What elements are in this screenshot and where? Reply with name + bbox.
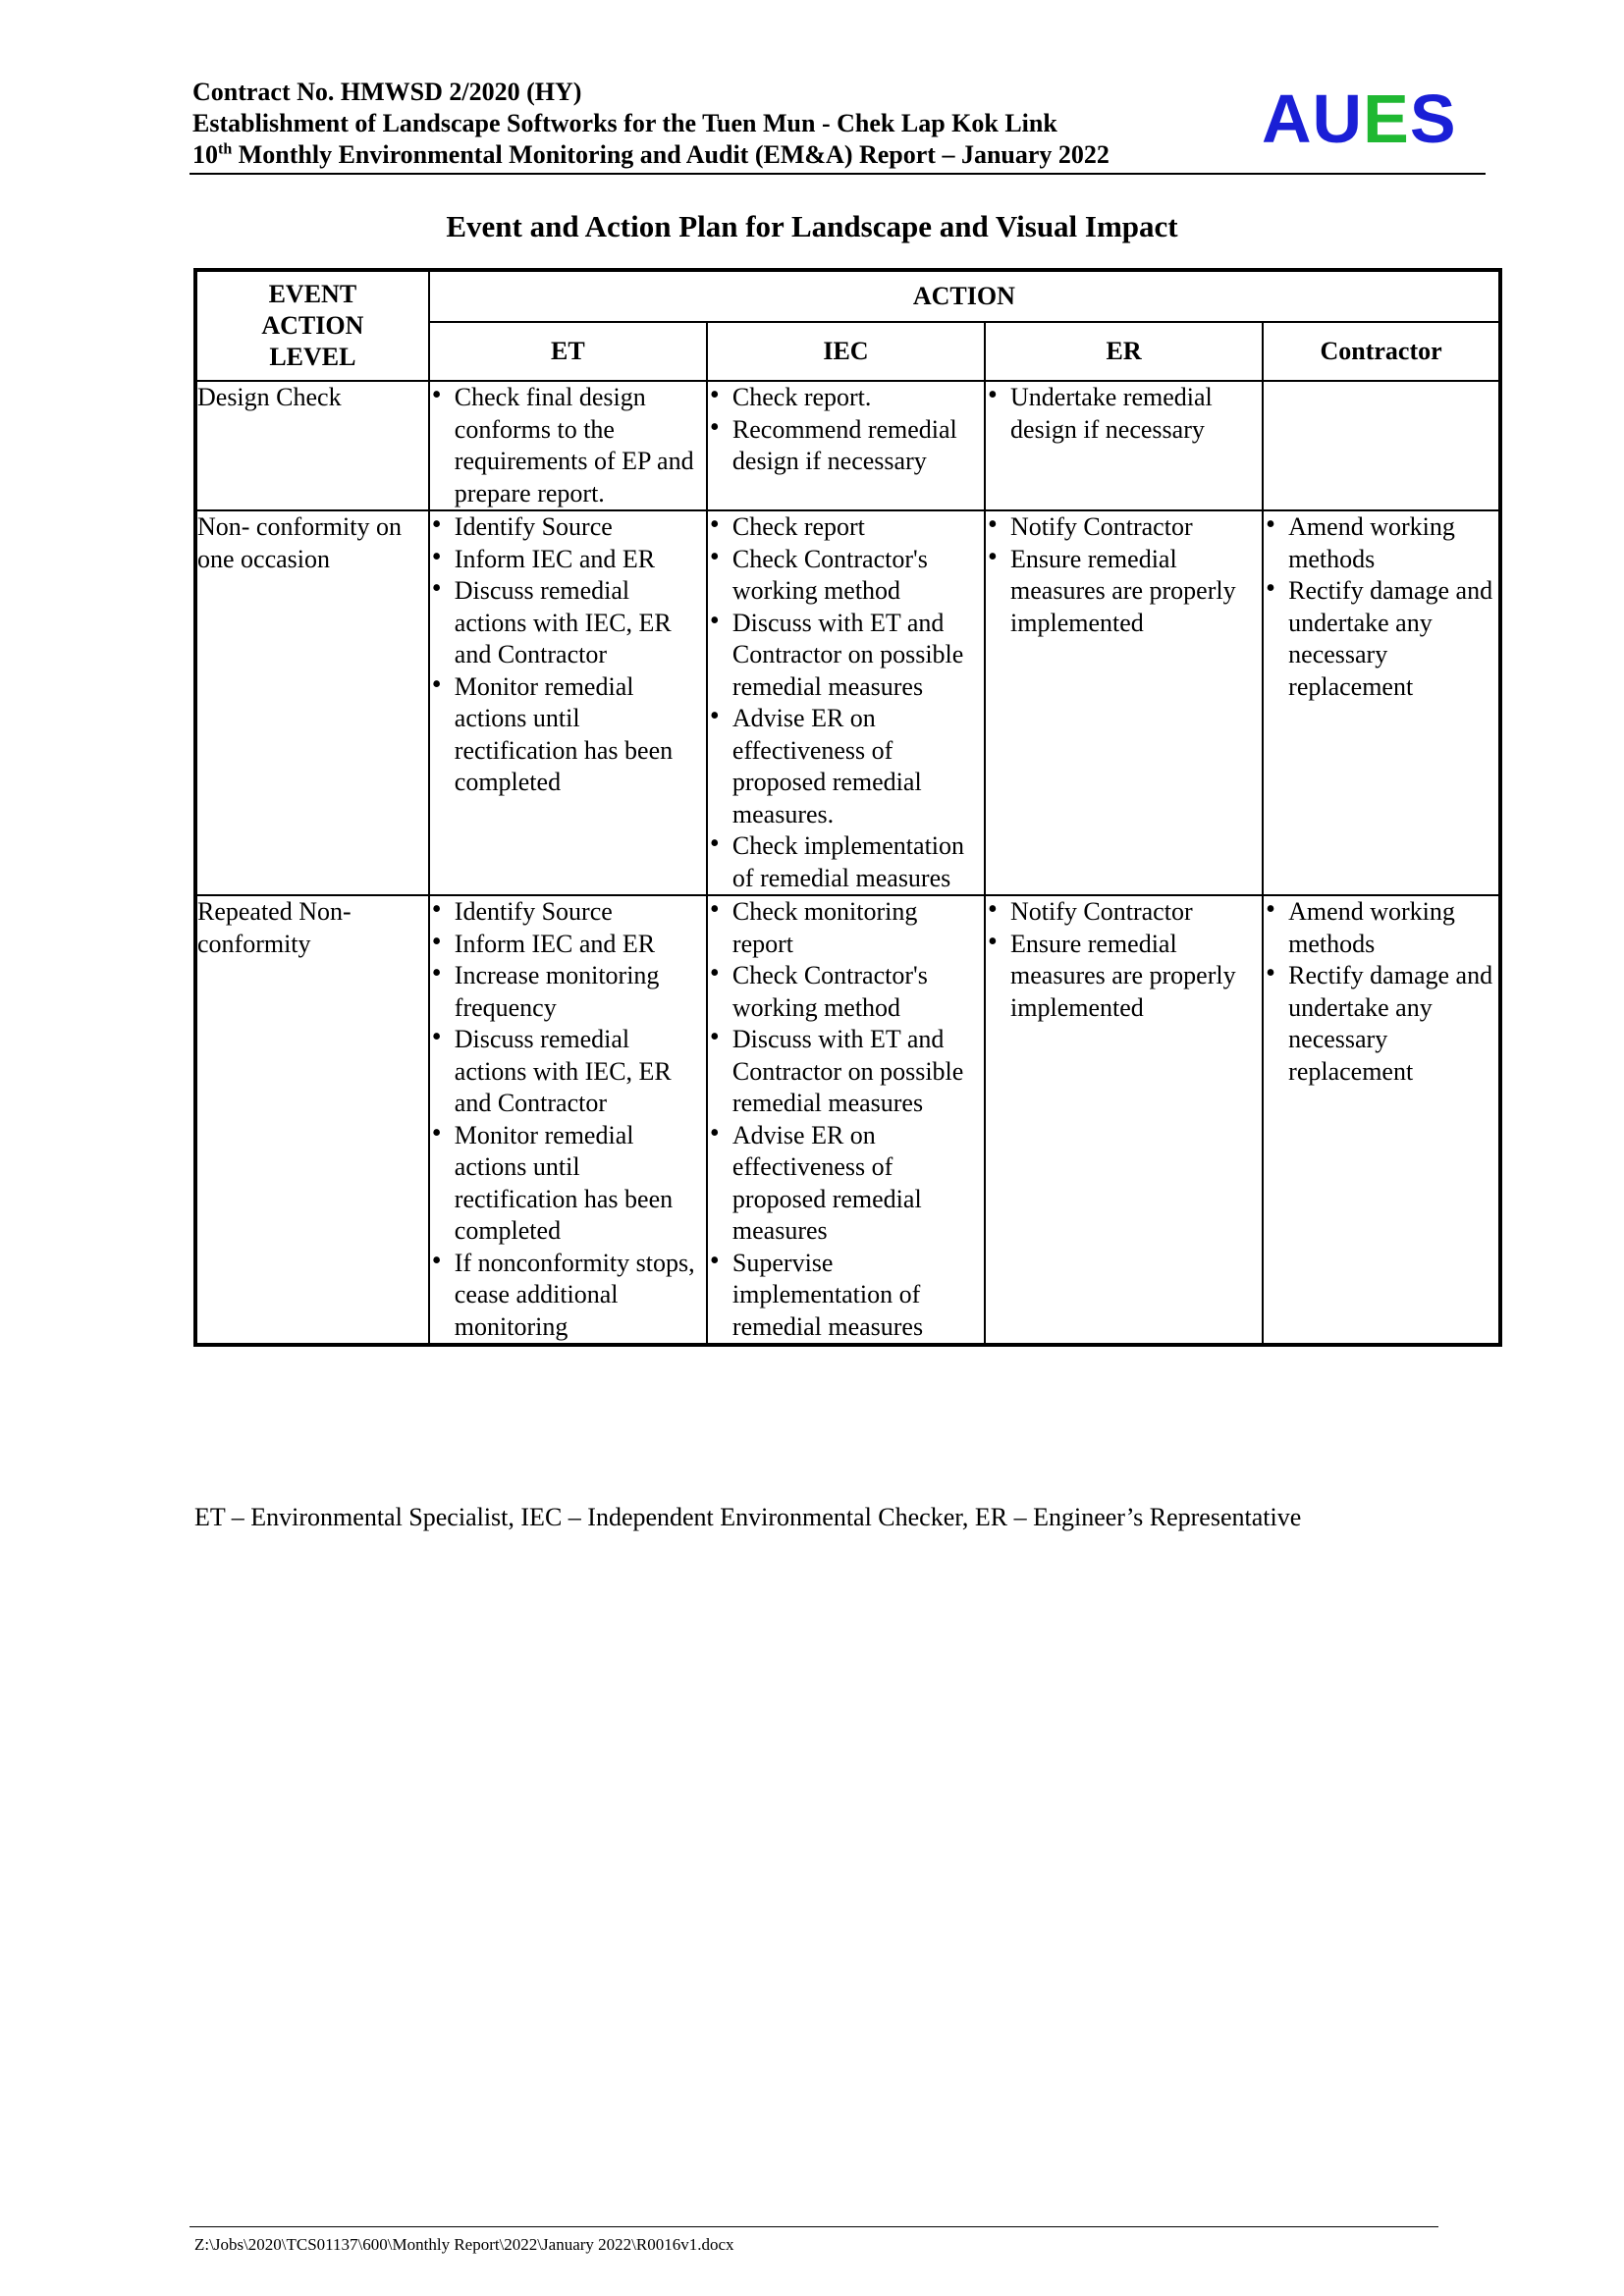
action-item: • Identify Source <box>430 896 706 929</box>
action-item: • Check report. <box>708 382 984 414</box>
action-cell-er <box>985 895 1263 1345</box>
action-header: ACTION <box>429 270 1500 322</box>
footer-divider <box>189 2226 1438 2227</box>
table-row <box>195 381 1500 510</box>
action-item: • Check implementation of remedial measures <box>708 830 984 894</box>
abbreviation-footnote: ET – Environmental Specialist, IEC – Independent Environmental Checker, ER – Engineer’s Representative <box>194 1503 1302 1531</box>
action-cell-iec <box>707 381 985 510</box>
action-item: • Inform IEC and ER <box>430 929 706 961</box>
action-item: • Ensure remedial measures are properly implemented <box>986 929 1262 1025</box>
action-item: • Check report <box>708 511 984 544</box>
logo-part-s: S <box>1409 80 1457 157</box>
action-cell-iec <box>707 895 985 1345</box>
action-list <box>986 382 1262 446</box>
action-item: • Ensure remedial measures are properly implemented <box>986 544 1262 640</box>
action-list <box>986 896 1262 1024</box>
action-list <box>708 382 984 478</box>
column-header-er: ER <box>985 322 1263 381</box>
action-item: • Recommend remedial design if necessary <box>708 414 984 478</box>
action-list <box>708 511 984 894</box>
action-cell-et <box>429 895 707 1345</box>
action-cell-et <box>429 510 707 895</box>
action-cell-contractor <box>1263 895 1500 1345</box>
event-header-line-2: ACTION <box>261 311 364 340</box>
action-item: • Check monitoring report <box>708 896 984 960</box>
page-title: Event and Action Plan for Landscape and Visual Impact <box>446 209 1178 243</box>
action-item: • Rectify damage and undertake any necessary replacement <box>1264 575 1498 703</box>
action-list <box>1264 511 1498 703</box>
action-item: • Amend working methods <box>1264 511 1498 575</box>
event-action-plan-table <box>193 268 1502 1347</box>
event-level-cell: Non- conformity on one occasion <box>195 510 429 895</box>
column-header-contractor: Contractor <box>1263 322 1500 381</box>
action-item: • Monitor remedial actions until rectification has been completed <box>430 671 706 799</box>
action-item: • Supervise implementation of remedial measures <box>708 1248 984 1344</box>
action-cell-contractor <box>1263 510 1500 895</box>
table-row <box>195 895 1500 1345</box>
action-item: • If nonconformity stops, cease additional monitoring <box>430 1248 706 1344</box>
action-item: • Notify Contractor <box>986 511 1262 544</box>
event-action-level-header <box>195 270 429 381</box>
action-item: • Discuss remedial actions with IEC, ER and Contractor <box>430 1024 706 1120</box>
action-item: • Identify Source <box>430 511 706 544</box>
action-item: • Check final design conforms to the requirements of EP and prepare report. <box>430 382 706 509</box>
action-item: • Rectify damage and undertake any necessary replacement <box>1264 960 1498 1088</box>
action-item: • Advise ER on effectiveness of proposed remedial measures <box>708 1120 984 1248</box>
report-number-suffix: th <box>218 140 233 158</box>
action-item: • Inform IEC and ER <box>430 544 706 576</box>
table-row <box>195 510 1500 895</box>
project-title: Establishment of Landscape Softworks for the Tuen Mun - Chek Lap Kok Link <box>192 109 1057 137</box>
action-item: • Check Contractor's working method <box>708 544 984 608</box>
action-list <box>430 896 706 1343</box>
contract-number: Contract No. HMWSD 2/2020 (HY) <box>192 78 582 106</box>
action-item: • Notify Contractor <box>986 896 1262 929</box>
action-item: • Discuss with ET and Contractor on possible remedial measures <box>708 1024 984 1120</box>
report-title-text: Monthly Environmental Monitoring and Audit (EM&A) Report – January 2022 <box>232 140 1110 169</box>
table-body <box>195 381 1500 1345</box>
column-header-et: ET <box>429 322 707 381</box>
action-item: • Amend working methods <box>1264 896 1498 960</box>
action-cell-et <box>429 381 707 510</box>
action-cell-iec <box>707 510 985 895</box>
footer-file-path: Z:\Jobs\2020\TCS01137\600\Monthly Report\2022\January 2022\R0016v1.docx <box>194 2235 734 2254</box>
action-item: • Increase monitoring frequency <box>430 960 706 1024</box>
aues-logo <box>1262 80 1457 157</box>
action-cell-er <box>985 510 1263 895</box>
action-item: • Undertake remedial design if necessary <box>986 382 1262 446</box>
report-number: 10 <box>192 140 218 169</box>
logo-part-au: AU <box>1262 80 1364 157</box>
action-cell-er <box>985 381 1263 510</box>
column-header-iec: IEC <box>707 322 985 381</box>
action-item: • Discuss remedial actions with IEC, ER and Contractor <box>430 575 706 671</box>
event-header-line-3: LEVEL <box>269 343 356 371</box>
action-list <box>708 896 984 1343</box>
header-divider <box>189 173 1486 175</box>
event-level-cell: Design Check <box>195 381 429 510</box>
action-item: • Advise ER on effectiveness of proposed remedial measures. <box>708 703 984 830</box>
action-list <box>1264 896 1498 1088</box>
action-item: • Monitor remedial actions until rectification has been completed <box>430 1120 706 1248</box>
action-item: • Check Contractor's working method <box>708 960 984 1024</box>
action-cell-contractor <box>1263 381 1500 510</box>
event-level-cell: Repeated Non-conformity <box>195 895 429 1345</box>
logo-part-e: E <box>1363 80 1410 157</box>
action-list <box>986 511 1262 639</box>
action-item: • Discuss with ET and Contractor on possible remedial measures <box>708 608 984 704</box>
action-list <box>430 511 706 799</box>
action-list <box>430 382 706 509</box>
event-header-line-1: EVENT <box>268 280 357 308</box>
